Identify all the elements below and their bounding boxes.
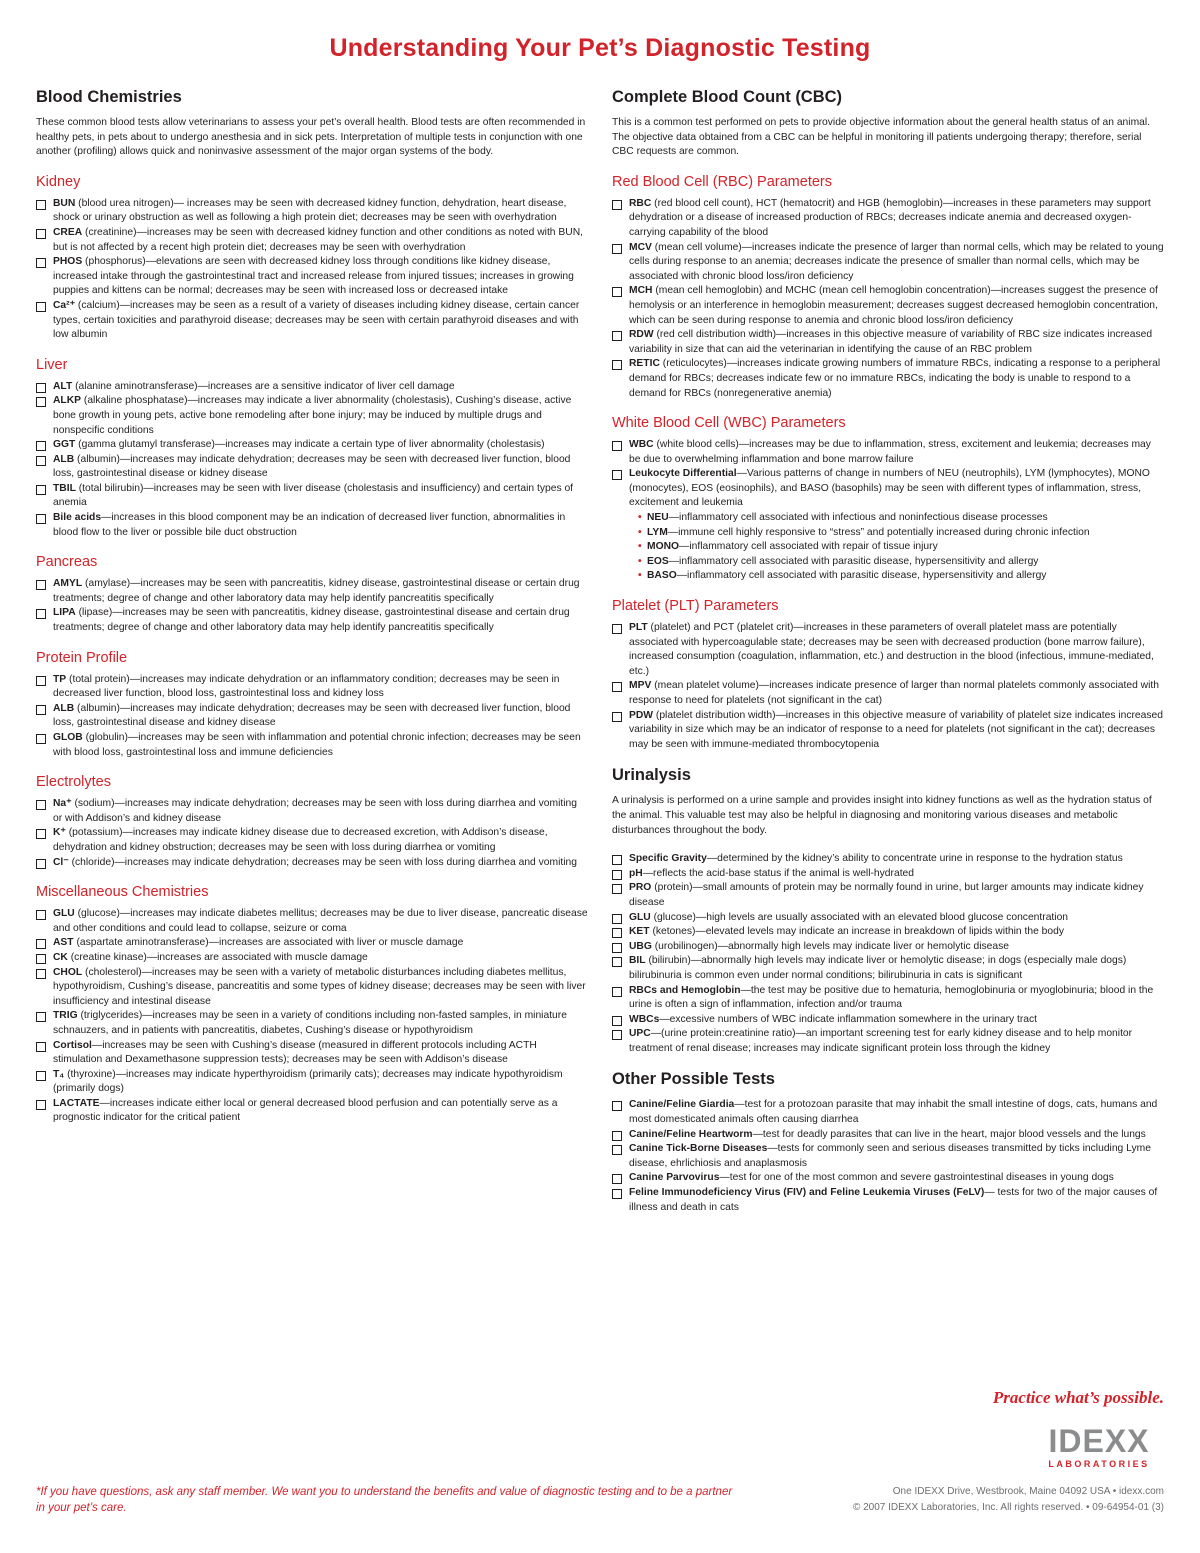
right-column bbox=[612, 88, 1164, 1229]
bullet-icon: • bbox=[638, 570, 642, 582]
cell-type-name: LYM bbox=[647, 526, 668, 538]
checkbox-icon[interactable] bbox=[36, 302, 46, 312]
checkbox-icon[interactable] bbox=[612, 870, 622, 880]
test-name: K⁺ bbox=[53, 827, 66, 839]
urinalysis-heading: Urinalysis bbox=[612, 766, 691, 785]
test-name: KET bbox=[629, 926, 650, 938]
checklist-item bbox=[36, 856, 588, 871]
test-description: (lipase)—increases may be seen with pancreatitis, kidney disease, gastrointestinal disease and certain drug treatments; degree of change and other laboratory data may help identify pancreatitis specifically bbox=[53, 607, 570, 634]
test-description: —(urine protein:creatinine ratio)—an important screening test for early kidney disease and to help monitor treatment of renal disease; increases may indicate significant protein loss through the kidney bbox=[629, 1028, 1133, 1054]
test-description: (globulin)—increases may be seen with inflammation and potential chronic infection; decreases may be seen with blood loss, gastrointestinal loss and immune deficiencies bbox=[53, 732, 581, 758]
test-description: (albumin)—increases may indicate dehydration; decreases may be seen with decreased liver function, blood loss, gastrointestinal disease and kidney disease bbox=[53, 702, 571, 729]
test-name: pH bbox=[629, 867, 643, 879]
group-title: Pancreas bbox=[36, 554, 98, 571]
cell-type-description: —immune cell highly responsive to “stress” and potentially increased during chronic infection bbox=[667, 526, 1090, 538]
test-name: Cortisol bbox=[53, 1039, 92, 1051]
checklist-item bbox=[612, 852, 1164, 867]
checkbox-icon[interactable] bbox=[36, 1071, 46, 1081]
checkbox-icon[interactable] bbox=[612, 884, 622, 894]
checkbox-icon[interactable] bbox=[36, 441, 46, 451]
test-description: (aspartate aminotransferase)—increases are associated with liver or muscle damage bbox=[73, 937, 464, 949]
checklist-item bbox=[36, 936, 588, 951]
test-description: (mean platelet volume)—increases indicate presence of larger than normal platelets commonly associated with response to need for platelets (not significant in the cat) bbox=[629, 680, 1159, 706]
checklist-item bbox=[36, 673, 588, 702]
checkbox-icon[interactable] bbox=[36, 1012, 46, 1022]
checklist-item bbox=[36, 1039, 588, 1068]
checklist-item bbox=[36, 197, 588, 226]
logo-subtitle: LABORATORIES bbox=[1048, 1459, 1150, 1469]
test-description: (creatine kinase)—increases are associated with muscle damage bbox=[67, 951, 368, 963]
footer-note: *If you have questions, ask any staff member. We want you to understand the benefits and value of diagnostic testing and to be a partner in your pet’s care. bbox=[36, 1486, 733, 1514]
cell-type-name: NEU bbox=[647, 512, 669, 524]
test-description: (creatinine)—increases may be seen with decreased kidney function and other conditions as noted with BUN, but is not affected by a recent high protein diet; decreases may be seen with overhydration bbox=[53, 226, 583, 253]
checkbox-icon[interactable] bbox=[612, 360, 622, 370]
checkbox-icon[interactable] bbox=[36, 1042, 46, 1052]
checklist-item bbox=[612, 881, 1164, 910]
tagline: Practice what’s possible. bbox=[992, 1388, 1164, 1407]
test-description: —tests for commonly seen and serious diseases transmitted by ticks including Lyme disease, ehrlichiosis and anaplasmosis bbox=[629, 1143, 1151, 1169]
test-description: —increases in this blood component may be an indication of decreased liver function, abnormalities in blood flow to the liver or possible bile duct obstruction bbox=[53, 512, 566, 538]
checklist-item bbox=[36, 511, 588, 540]
checkbox-icon[interactable] bbox=[36, 829, 46, 839]
checklist-item bbox=[612, 357, 1164, 401]
blood-chemistries-intro: These common blood tests allow veterinarians to assess your pet’s overall health. Blood tests are often recommended in healthy pets, in pets about to undergo anesthesia and in sick pets. Interpretation of multiple tests in conjunction with one another (profiling) allows quick and noninvasive assessment of the major organ systems of the body. bbox=[36, 117, 586, 158]
blood-chemistries-heading: Blood Chemistries bbox=[36, 88, 182, 106]
checkbox-icon[interactable] bbox=[36, 910, 46, 920]
checkbox-icon[interactable] bbox=[612, 928, 622, 938]
page-title: Understanding Your Pet’s Diagnostic Testing bbox=[329, 34, 871, 62]
test-description: (thyroxine)—increases may indicate hyperthyroidism (primarily cats); decreases may indicate hypothyroidism (primarily dogs) bbox=[53, 1068, 563, 1095]
differential-item bbox=[638, 540, 1164, 555]
test-name: Cl⁻ bbox=[53, 856, 69, 868]
cell-type-description: —inflammatory cell associated with infectious and noninfectious disease processes bbox=[668, 512, 1048, 524]
checkbox-icon[interactable] bbox=[612, 914, 622, 924]
checkbox-icon[interactable] bbox=[36, 485, 46, 495]
test-description: (red blood cell count), HCT (hematocrit) and HGB (hemoglobin)—increases in these parameters may support dehydration or a disease of increased production of RBCs; decreases indicate anemia and decreased oxygen-carrying capability of the blood bbox=[629, 197, 1151, 238]
checklist-item bbox=[36, 394, 588, 438]
test-name: WBCs bbox=[629, 1013, 660, 1025]
bullet-icon: • bbox=[638, 512, 642, 524]
differential-item bbox=[638, 526, 1164, 541]
test-name: Specific Gravity bbox=[629, 853, 707, 865]
plt-group bbox=[612, 598, 1164, 752]
test-name: RDW bbox=[629, 329, 654, 341]
group-list bbox=[36, 197, 588, 343]
test-name: CK bbox=[53, 951, 68, 963]
test-description: (mean cell volume)—increases indicate the presence of larger than normal cells, which may be related to young cells during response to an anemia; decreases indicate the presence of smaller than normal cells, which may be associated with chronic blood loss/iron deficiency bbox=[629, 241, 1164, 282]
test-name: RBC bbox=[629, 197, 652, 209]
test-name: Canine/Feline Heartworm bbox=[629, 1128, 753, 1140]
test-description: (white blood cells)—increases may be due to inflammation, stress, excitement and leukemia; decreases may be due to overwhelming inflammation and bone marrow failure bbox=[629, 439, 1151, 465]
checklist-item bbox=[612, 1171, 1164, 1186]
test-description: —reflects the acid-base status if the animal is well-hydrated bbox=[642, 867, 915, 879]
test-name: Canine/Feline Giardia bbox=[629, 1099, 735, 1111]
chemistry-group bbox=[36, 554, 588, 635]
checkbox-icon[interactable] bbox=[36, 969, 46, 979]
test-name: MPV bbox=[629, 680, 652, 692]
differential-item bbox=[638, 555, 1164, 570]
checkbox-icon[interactable] bbox=[612, 1030, 622, 1040]
checkbox-icon[interactable] bbox=[36, 1100, 46, 1110]
checkbox-icon[interactable] bbox=[612, 855, 622, 865]
checkbox-icon[interactable] bbox=[612, 987, 622, 997]
checkbox-icon[interactable] bbox=[36, 580, 46, 590]
test-name: PHOS bbox=[53, 256, 83, 268]
group-title: Kidney bbox=[36, 173, 81, 190]
test-description: (triglycerides)—increases may be seen in a variety of conditions including non-fasted samples, in miniature schnauzers, and in patients with pancreatitis, diabetes, Cushing’s disease or hypothyroidism bbox=[53, 1010, 567, 1036]
test-description: (alkaline phosphatase)—increases may indicate a liver abnormality (cholestasis), Cushing’s disease, active bone growth in young pets, active bone remodeling after bone injury; may be induced by multiple drugs and nonspecific conditions bbox=[53, 395, 572, 436]
wbc-group bbox=[612, 415, 1164, 584]
differential-item bbox=[638, 511, 1164, 526]
test-description: (mean cell hemoglobin) and MCHC (mean cell hemoglobin concentration)—increases suggest the presence of hemolysis or an interference in hemoglobin measurement; decreases suggest decreased hemoglobin concentration, which can be seen during response to anemia and chronic blood loss/iron deficiency bbox=[629, 285, 1158, 326]
rbc-list bbox=[612, 197, 1164, 401]
company-address bbox=[744, 1484, 1164, 1516]
checklist-item bbox=[36, 1009, 588, 1038]
urinalysis-group bbox=[612, 852, 1164, 1056]
other-tests-group bbox=[612, 1098, 1164, 1215]
test-name: RETIC bbox=[629, 358, 660, 370]
test-description: —increases indicate either local or general decreased blood perfusion and can potentially serve as a prognostic indicator for the critical patient bbox=[53, 1097, 558, 1124]
checklist-item bbox=[36, 606, 588, 635]
test-name: PRO bbox=[629, 882, 652, 894]
test-description: (glucose)—increases may indicate diabetes mellitus; decreases may be due to liver disease, pancreatic disease and other conditions and could lead to collapse, seizure or coma bbox=[53, 908, 588, 934]
checklist-item bbox=[612, 709, 1164, 753]
test-name: UPC bbox=[629, 1028, 651, 1040]
left-column bbox=[36, 88, 588, 1140]
test-description: (amylase)—increases may be seen with pancreatitis, kidney disease, gastrointestinal disease or certain drug treatments; degree of change and other laboratory data may help identify pancreatitis specifically bbox=[53, 578, 580, 604]
test-name: BIL bbox=[629, 955, 646, 967]
test-name: MCV bbox=[629, 241, 652, 253]
checkbox-icon[interactable] bbox=[36, 800, 46, 810]
checkbox-icon[interactable] bbox=[36, 609, 46, 619]
checklist-item bbox=[612, 940, 1164, 955]
checkbox-icon[interactable] bbox=[612, 1131, 622, 1141]
wbc-differential-list bbox=[638, 511, 1164, 584]
other-tests-list bbox=[612, 1098, 1164, 1215]
blood-chemistries-groups bbox=[36, 174, 588, 1126]
test-description: (phosphorus)—elevations are seen with decreased kidney loss through conditions like kidney disease, increased intake through the gastrointestinal tract and increased release from injured tissues; increases in growing puppies and kittens can be normal; decreases may be seen with increased loss or decreased intake bbox=[53, 256, 574, 297]
checkbox-icon[interactable] bbox=[36, 456, 46, 466]
checkbox-icon[interactable] bbox=[36, 258, 46, 268]
test-name: RBCs and Hemoglobin bbox=[629, 984, 741, 996]
checklist-item bbox=[612, 1128, 1164, 1143]
checklist-item bbox=[36, 907, 588, 936]
checklist-item bbox=[612, 984, 1164, 1013]
checklist-item bbox=[36, 453, 588, 482]
bullet-icon: • bbox=[638, 541, 642, 553]
urinalysis-list bbox=[612, 852, 1164, 1056]
checkbox-icon[interactable] bbox=[612, 441, 622, 451]
checklist-item bbox=[36, 299, 588, 343]
chemistry-group bbox=[36, 884, 588, 1126]
test-description: — tests for two of the major causes of illness and death in cats bbox=[629, 1187, 1158, 1213]
checklist-item bbox=[36, 797, 588, 826]
test-description: (glucose)—high levels are usually associated with an elevated blood glucose concentration bbox=[650, 911, 1069, 923]
group-list bbox=[36, 673, 588, 761]
checkbox-icon[interactable] bbox=[36, 229, 46, 239]
checklist-item bbox=[36, 951, 588, 966]
checkbox-icon[interactable] bbox=[612, 943, 622, 953]
test-name: Canine Tick-Borne Diseases bbox=[629, 1143, 768, 1155]
test-description: (reticulocytes)—increases indicate growing numbers of immature RBCs, indicating a response to a peripheral demand for RBCs; decreases indicate few or no immature RBCs, indicating the body is unable to respond to a demand for RBCs (nonregenerative anemia) bbox=[629, 358, 1161, 399]
plt-list bbox=[612, 621, 1164, 752]
checklist-item bbox=[36, 226, 588, 255]
checkbox-icon[interactable] bbox=[612, 1101, 622, 1111]
checklist-item bbox=[36, 731, 588, 760]
rbc-group bbox=[612, 174, 1164, 401]
test-name: ALT bbox=[53, 380, 73, 392]
test-description: (total protein)—increases may indicate dehydration or an inflammatory condition; decreases may be seen in decreased liver function, blood loss, gastrointestinal loss and kidney loss bbox=[53, 673, 560, 700]
test-name: Bile acids bbox=[53, 512, 102, 524]
group-list bbox=[36, 797, 588, 870]
test-name: GLOB bbox=[53, 732, 83, 743]
test-name: AMYL bbox=[53, 578, 83, 590]
checkbox-icon[interactable] bbox=[36, 676, 46, 686]
differential-item bbox=[638, 569, 1164, 584]
cbc-intro: This is a common test performed on pets to provide objective information about the general health status of an animal. The objective data obtained from a CBC can be helpful in monitoring ill patients undergoing therapy; therefore, serial CBC requests are common. bbox=[612, 117, 1151, 158]
checkbox-icon[interactable] bbox=[36, 200, 46, 210]
checkbox-icon[interactable] bbox=[612, 200, 622, 210]
bullet-icon: • bbox=[638, 555, 642, 567]
test-description: —test for one of the most common and severe gastrointestinal diseases in young dogs bbox=[719, 1172, 1114, 1184]
checkbox-icon[interactable] bbox=[612, 682, 622, 692]
test-description: —Various patterns of change in numbers of NEU (neutrophils), LYM (lymphocytes), MONO (monocytes), EOS (eosinophils), and BASO (basophils) may be seen with different types of inflammation, stress, excitement and leukemia bbox=[629, 468, 1150, 509]
test-name: ALB bbox=[53, 702, 75, 714]
rbc-title: Red Blood Cell (RBC) Parameters bbox=[612, 173, 832, 190]
cell-type-name: BASO bbox=[647, 570, 677, 582]
test-name: AST bbox=[53, 937, 74, 949]
test-description: (blood urea nitrogen)— increases may be seen with decreased kidney function, dehydration, heart disease, shock or urinary obstruction as well as following a high protein diet; decreases may be seen with overhydration bbox=[53, 197, 567, 224]
checklist-item bbox=[36, 482, 588, 511]
test-description: —excessive numbers of WBC indicate inflammation somewhere in the urinary tract bbox=[659, 1013, 1038, 1025]
checklist-item bbox=[612, 241, 1164, 285]
test-name: GLU bbox=[629, 911, 651, 923]
test-description: —the test may be positive due to hematuria, hemoglobinuria or myoglobinuria; blood in the urine is often a sign of inflammation, infection and/or trauma bbox=[629, 984, 1154, 1011]
test-name: BUN bbox=[53, 197, 76, 209]
group-list bbox=[36, 907, 588, 1126]
checklist-item bbox=[612, 925, 1164, 940]
checklist-item bbox=[612, 467, 1164, 511]
checkbox-icon[interactable] bbox=[612, 244, 622, 254]
checkbox-icon[interactable] bbox=[612, 624, 622, 634]
checklist-item bbox=[612, 954, 1164, 983]
test-name: Na⁺ bbox=[53, 798, 72, 810]
group-title: Electrolytes bbox=[36, 774, 111, 791]
checkbox-icon[interactable] bbox=[36, 734, 46, 744]
test-name: TP bbox=[53, 673, 67, 685]
checklist-item bbox=[36, 966, 588, 1010]
checkbox-icon[interactable] bbox=[36, 939, 46, 949]
checklist-item bbox=[612, 621, 1164, 679]
test-name: Canine Parvovirus bbox=[629, 1172, 720, 1184]
test-name: GLU bbox=[53, 908, 75, 920]
test-name: GGT bbox=[53, 439, 76, 451]
checkbox-icon[interactable] bbox=[612, 1189, 622, 1199]
checklist-item bbox=[612, 197, 1164, 241]
checkbox-icon[interactable] bbox=[612, 1174, 622, 1184]
test-description: (calcium)—increases may be seen as a result of a variety of diseases including kidney disease, certain cancer types, certain toxicities and parathyroid disease; decreases may be seen with certain parathyroid diseases and with low albumin bbox=[53, 299, 580, 341]
checklist-item bbox=[612, 438, 1164, 467]
test-description: —test for deadly parasites that can live in the heart, major blood vessels and the lungs bbox=[752, 1128, 1146, 1140]
test-description: (total bilirubin)—increases may be seen with liver disease (cholestasis and insufficiency) and certain types of anemia bbox=[53, 482, 574, 509]
checklist-item bbox=[612, 1027, 1164, 1056]
cell-type-name: EOS bbox=[647, 555, 669, 567]
wbc-list bbox=[612, 438, 1164, 511]
wbc-title: White Blood Cell (WBC) Parameters bbox=[612, 415, 846, 432]
checklist-item bbox=[36, 438, 588, 453]
checkbox-icon[interactable] bbox=[36, 705, 46, 715]
checklist-item bbox=[612, 284, 1164, 328]
test-description: (platelet) and PCT (platelet crit)—increases in these parameters of overall platelet mass are potentially associated with hypercoagulable state; decreases may be seen with decreased production (bone marrow failure), increased consumption (coagulation, inflammation, etc.) and destruction in the blood (infectious, immune-mediated, etc.) bbox=[629, 622, 1154, 677]
address-line: One IDEXX Drive, Westbrook, Maine 04092 USA • idexx.com bbox=[892, 1486, 1164, 1497]
checkbox-icon[interactable] bbox=[612, 957, 622, 967]
test-name: ALB bbox=[53, 453, 75, 465]
checkbox-icon[interactable] bbox=[612, 712, 622, 722]
cell-type-description: —inflammatory cell associated with parasitic disease, hypersensitivity and allergy bbox=[676, 570, 1047, 582]
checklist-item bbox=[612, 1013, 1164, 1028]
test-description: (alanine aminotransferase)—increases are a sensitive indicator of liver cell damage bbox=[72, 380, 455, 392]
test-name: PDW bbox=[629, 709, 654, 721]
group-list bbox=[36, 380, 588, 541]
test-description: —test for a protozoan parasite that may inhabit the small intestine of dogs, cats, humans and most domesticated animals often causing diarrhea bbox=[629, 1099, 1158, 1126]
test-name: Ca²⁺ bbox=[53, 299, 76, 311]
cbc-heading: Complete Blood Count (CBC) bbox=[612, 88, 843, 106]
test-description: (cholesterol)—increases may be seen with a variety of metabolic disturbances including diabetes mellitus, hypothyroidism, Cushing’s disease, pancreatitis and some types of kidney disease; decreases may be seen with liver insufficiency and intestinal disease bbox=[53, 966, 586, 1007]
plt-title: Platelet (PLT) Parameters bbox=[612, 598, 779, 615]
logo-wordmark: IDEXX bbox=[1048, 1423, 1150, 1459]
checklist-item bbox=[612, 1186, 1164, 1215]
checkbox-icon[interactable] bbox=[612, 1016, 622, 1026]
cell-type-name: MONO bbox=[647, 541, 680, 553]
checkbox-icon[interactable] bbox=[36, 397, 46, 407]
checkbox-icon[interactable] bbox=[36, 859, 46, 869]
test-name: PLT bbox=[629, 622, 648, 634]
test-name: T₄ bbox=[53, 1068, 65, 1080]
test-description: (protein)—small amounts of protein may be normally found in urine, but larger amounts may indicate kidney disease bbox=[629, 882, 1144, 908]
test-name: TRIG bbox=[53, 1010, 78, 1022]
test-description: (platelet distribution width)—increases in this objective measure of variability of platelet size indicates increased variability in size which may be an indicator of response to a need for platelets (not significant in the cat); decreases may be seen with immune-mediated thrombocytopenia bbox=[629, 709, 1163, 750]
chemistry-group bbox=[36, 650, 588, 761]
test-description: (bilirubin)—abnormally high levels may indicate liver or hemolytic disease; in dogs (especially male dogs) bilirubinuria is common even under normal conditions; bilirubinuria in cats is significant bbox=[629, 955, 1127, 981]
test-name: Feline Immunodeficiency Virus (FIV) and Feline Leukemia Viruses (FeLV) bbox=[629, 1187, 985, 1199]
checkbox-icon[interactable] bbox=[612, 287, 622, 297]
test-description: (sodium)—increases may indicate dehydration; decreases may be seen with loss during diarrhea and vomiting or with Addison’s and kidney disease bbox=[53, 798, 577, 824]
checklist-item bbox=[612, 328, 1164, 357]
test-name: ALKP bbox=[53, 395, 82, 407]
test-description: (chloride)—increases may indicate dehydration; decreases may be seen with loss during diarrhea and vomiting bbox=[68, 856, 577, 868]
test-name: CHOL bbox=[53, 966, 83, 978]
test-name: LIPA bbox=[53, 607, 76, 619]
test-description: (ketones)—elevated levels may indicate an increase in breakdown of lipids within the body bbox=[649, 926, 1064, 938]
checklist-item bbox=[36, 577, 588, 606]
test-name: WBC bbox=[629, 439, 654, 451]
copyright-line: © 2007 IDEXX Laboratories, Inc. All rights reserved. • 09-64954-01 (3) bbox=[852, 1502, 1164, 1513]
checkbox-icon[interactable] bbox=[612, 1145, 622, 1155]
cell-type-description: —inflammatory cell associated with parasitic disease, hypersensitivity and allergy bbox=[668, 555, 1039, 567]
test-description: (potassium)—increases may indicate kidney disease due to decreased excretion, with Addison’s disease, dehydration and kidney obstruction; decreases may be seen with loss during diarrhea or vomiting bbox=[53, 827, 548, 853]
checklist-item bbox=[612, 911, 1164, 926]
test-description: —determined by the kidney’s ability to concentrate urine in response to the hydration status bbox=[706, 853, 1123, 865]
checklist-item bbox=[36, 826, 588, 855]
test-name: MCH bbox=[629, 285, 653, 297]
test-name: LACTATE bbox=[53, 1097, 100, 1109]
test-description: (urobilinogen)—abnormally high levels may indicate liver or hemolytic disease bbox=[651, 940, 1010, 952]
test-description: (red cell distribution width)—increases in this objective measure of variability of RBC size indicates increased variability in size that can aid the veterinarian in identifying the cause of an RBC problem bbox=[629, 329, 1153, 355]
chemistry-group bbox=[36, 174, 588, 343]
checklist-item bbox=[36, 380, 588, 395]
urinalysis-intro: A urinalysis is performed on a urine sample and provides insight into kidney functions as well as the hydration status of the animal. This valuable test may also be helpful in diagnosing and monitoring various diseases and metabolic disturbances throughout the body. bbox=[612, 795, 1152, 836]
checkbox-icon[interactable] bbox=[612, 470, 622, 480]
checkbox-icon[interactable] bbox=[36, 514, 46, 524]
test-description: (gamma glutamyl transferase)—increases may indicate a certain type of liver abnormality (cholestasis) bbox=[75, 439, 545, 451]
test-description: —increases may be seen with Cushing’s disease (measured in different protocols including ACTH stimulation and Dexamethasone suppression tests); decreases may be seen with Addison’s disease bbox=[53, 1039, 537, 1066]
group-title: Protein Profile bbox=[36, 649, 128, 666]
checkbox-icon[interactable] bbox=[36, 383, 46, 393]
bullet-icon: • bbox=[638, 526, 642, 538]
test-name: CREA bbox=[53, 226, 83, 238]
test-name: TBIL bbox=[53, 482, 76, 494]
cell-type-description: —inflammatory cell associated with repair of tissue injury bbox=[679, 541, 938, 553]
checklist-item bbox=[36, 702, 588, 731]
checklist-item bbox=[612, 867, 1164, 882]
idexx-logo bbox=[1034, 1424, 1164, 1469]
checklist-item bbox=[612, 679, 1164, 708]
checklist-item bbox=[36, 1097, 588, 1126]
checklist-item bbox=[612, 1142, 1164, 1171]
chemistry-group bbox=[36, 357, 588, 541]
group-title: Liver bbox=[36, 356, 68, 373]
group-list bbox=[36, 577, 588, 635]
group-title: Miscellaneous Chemistries bbox=[36, 884, 209, 901]
checklist-item bbox=[36, 1068, 588, 1097]
chemistry-group bbox=[36, 774, 588, 870]
checklist-item bbox=[612, 1098, 1164, 1127]
checklist-item bbox=[36, 255, 588, 299]
test-name: Leukocyte Differential bbox=[629, 468, 737, 480]
test-description: (albumin)—increases may indicate dehydration; decreases may be seen with decreased liver function, blood loss, gastrointestinal disease or kidney disease bbox=[53, 453, 571, 480]
checkbox-icon[interactable] bbox=[36, 954, 46, 964]
test-name: UBG bbox=[629, 940, 652, 952]
checkbox-icon[interactable] bbox=[612, 331, 622, 341]
other-tests-heading: Other Possible Tests bbox=[612, 1070, 775, 1089]
